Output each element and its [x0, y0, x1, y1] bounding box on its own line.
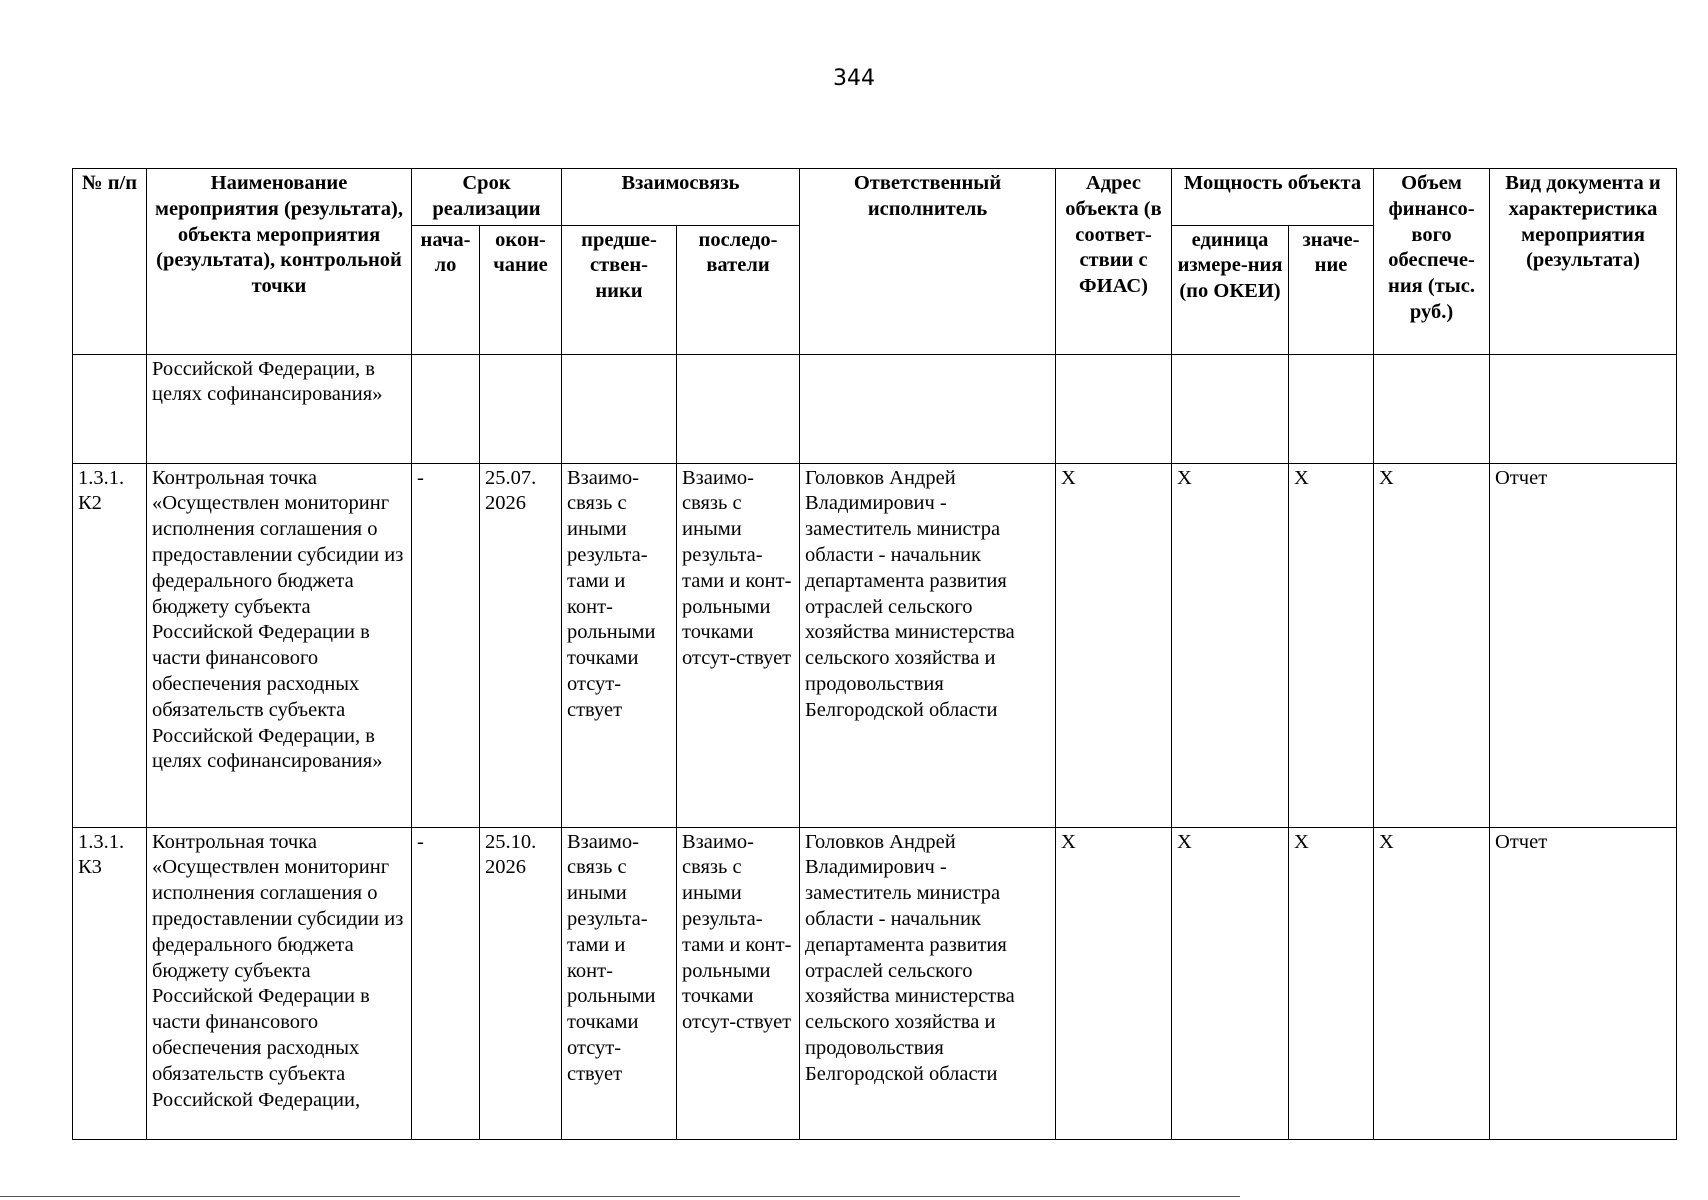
- cell-num: [73, 354, 147, 463]
- cell-doc: Отчет: [1490, 463, 1677, 827]
- cell-finance: X: [1374, 463, 1490, 827]
- header-term-end: окон-чание: [480, 225, 562, 354]
- header-capacity-unit: единица измере-ния (по ОКЕИ): [1172, 225, 1289, 354]
- cell-responsible: [800, 354, 1056, 463]
- table-row-continuation: [73, 354, 1677, 463]
- cell-name: Контрольная точка «Осуществлен мониторинг исполнения соглашения о предоставлении субсидии из федерального бюджета бюджету субъекта Российской Федерации в части финансового обеспечения расходных обязательств субъекта Российской Федерации, в целях софинансирования»: [147, 463, 412, 827]
- cell-value: [1289, 354, 1374, 463]
- cell-end: 25.10. 2026: [480, 827, 562, 1139]
- header-link: Взаимосвязь: [562, 169, 800, 226]
- plan-table: [72, 168, 1677, 1140]
- cell-doc: Отчет: [1490, 827, 1677, 1139]
- header-address: Адрес объекта (в соответ-ствии с ФИАС): [1056, 169, 1172, 355]
- cell-end: 25.07. 2026: [480, 463, 562, 827]
- header-num: № п/п: [73, 169, 147, 355]
- bottom-rule: [0, 1196, 1240, 1197]
- cell-value: X: [1289, 827, 1374, 1139]
- cell-address: X: [1056, 463, 1172, 827]
- header-term-start: нача-ло: [412, 225, 480, 354]
- page-number: 344: [833, 66, 875, 91]
- table-row: [73, 463, 1677, 827]
- header-finance: Объем финансо-вого обеспече-ния (тыс. руб.): [1374, 169, 1490, 355]
- cell-num: 1.3.1. К2: [73, 463, 147, 827]
- cell-name: Контрольная точка «Осуществлен мониторинг исполнения соглашения о предоставлении субсидии из федерального бюджета бюджету субъекта Российской Федерации в части финансового обеспечения расходных обязательств субъекта Российской Федерации,: [147, 827, 412, 1139]
- cell-prev: Взаимо-связь с иными результа-тами и конт-рольными точками отсут-ствует: [562, 827, 677, 1139]
- cell-address: [1056, 354, 1172, 463]
- header-responsible: Ответственный исполнитель: [800, 169, 1056, 355]
- cell-doc: [1490, 354, 1677, 463]
- cell-start: -: [412, 463, 480, 827]
- cell-end: [480, 354, 562, 463]
- cell-next: Взаимо-связь с иными результа-тами и конт-рольными точками отсут-ствует: [677, 463, 800, 827]
- cell-prev: Взаимо-связь с иными результа-тами и конт-рольными точками отсут-ствует: [562, 463, 677, 827]
- cell-unit: X: [1172, 827, 1289, 1139]
- cell-responsible: Головков Андрей Владимирович - заместитель министра области - начальник департамента развития отраслей сельского хозяйства министерства сельского хозяйства и продовольствия Белгородской области: [800, 827, 1056, 1139]
- cell-value: X: [1289, 463, 1374, 827]
- header-name: Наименование мероприятия (результата), объекта мероприятия (результата), контрольной точки: [147, 169, 412, 355]
- cell-address: X: [1056, 827, 1172, 1139]
- header-link-prev: предше-ствен-ники: [562, 225, 677, 354]
- cell-num: 1.3.1. К3: [73, 827, 147, 1139]
- header-doc: Вид документа и характеристика мероприятия (результата): [1490, 169, 1677, 355]
- cell-unit: [1172, 354, 1289, 463]
- cell-finance: [1374, 354, 1490, 463]
- cell-prev: [562, 354, 677, 463]
- cell-start: -: [412, 827, 480, 1139]
- table-row: [73, 827, 1677, 1139]
- cell-responsible: Головков Андрей Владимирович - заместитель министра области - начальник департамента развития отраслей сельского хозяйства министерства сельского хозяйства и продовольствия Белгородской области: [800, 463, 1056, 827]
- cell-next: [677, 354, 800, 463]
- cell-next: Взаимо-связь с иными результа-тами и конт-рольными точками отсут-ствует: [677, 827, 800, 1139]
- cell-name: Российской Федерации, в целях софинансирования»: [147, 354, 412, 463]
- cell-unit: X: [1172, 463, 1289, 827]
- header-capacity-value: значе-ние: [1289, 225, 1374, 354]
- header-link-next: последо-ватели: [677, 225, 800, 354]
- header-capacity: Мощность объекта: [1172, 169, 1374, 226]
- header-term: Срок реализации: [412, 169, 562, 226]
- cell-start: [412, 354, 480, 463]
- cell-finance: X: [1374, 827, 1490, 1139]
